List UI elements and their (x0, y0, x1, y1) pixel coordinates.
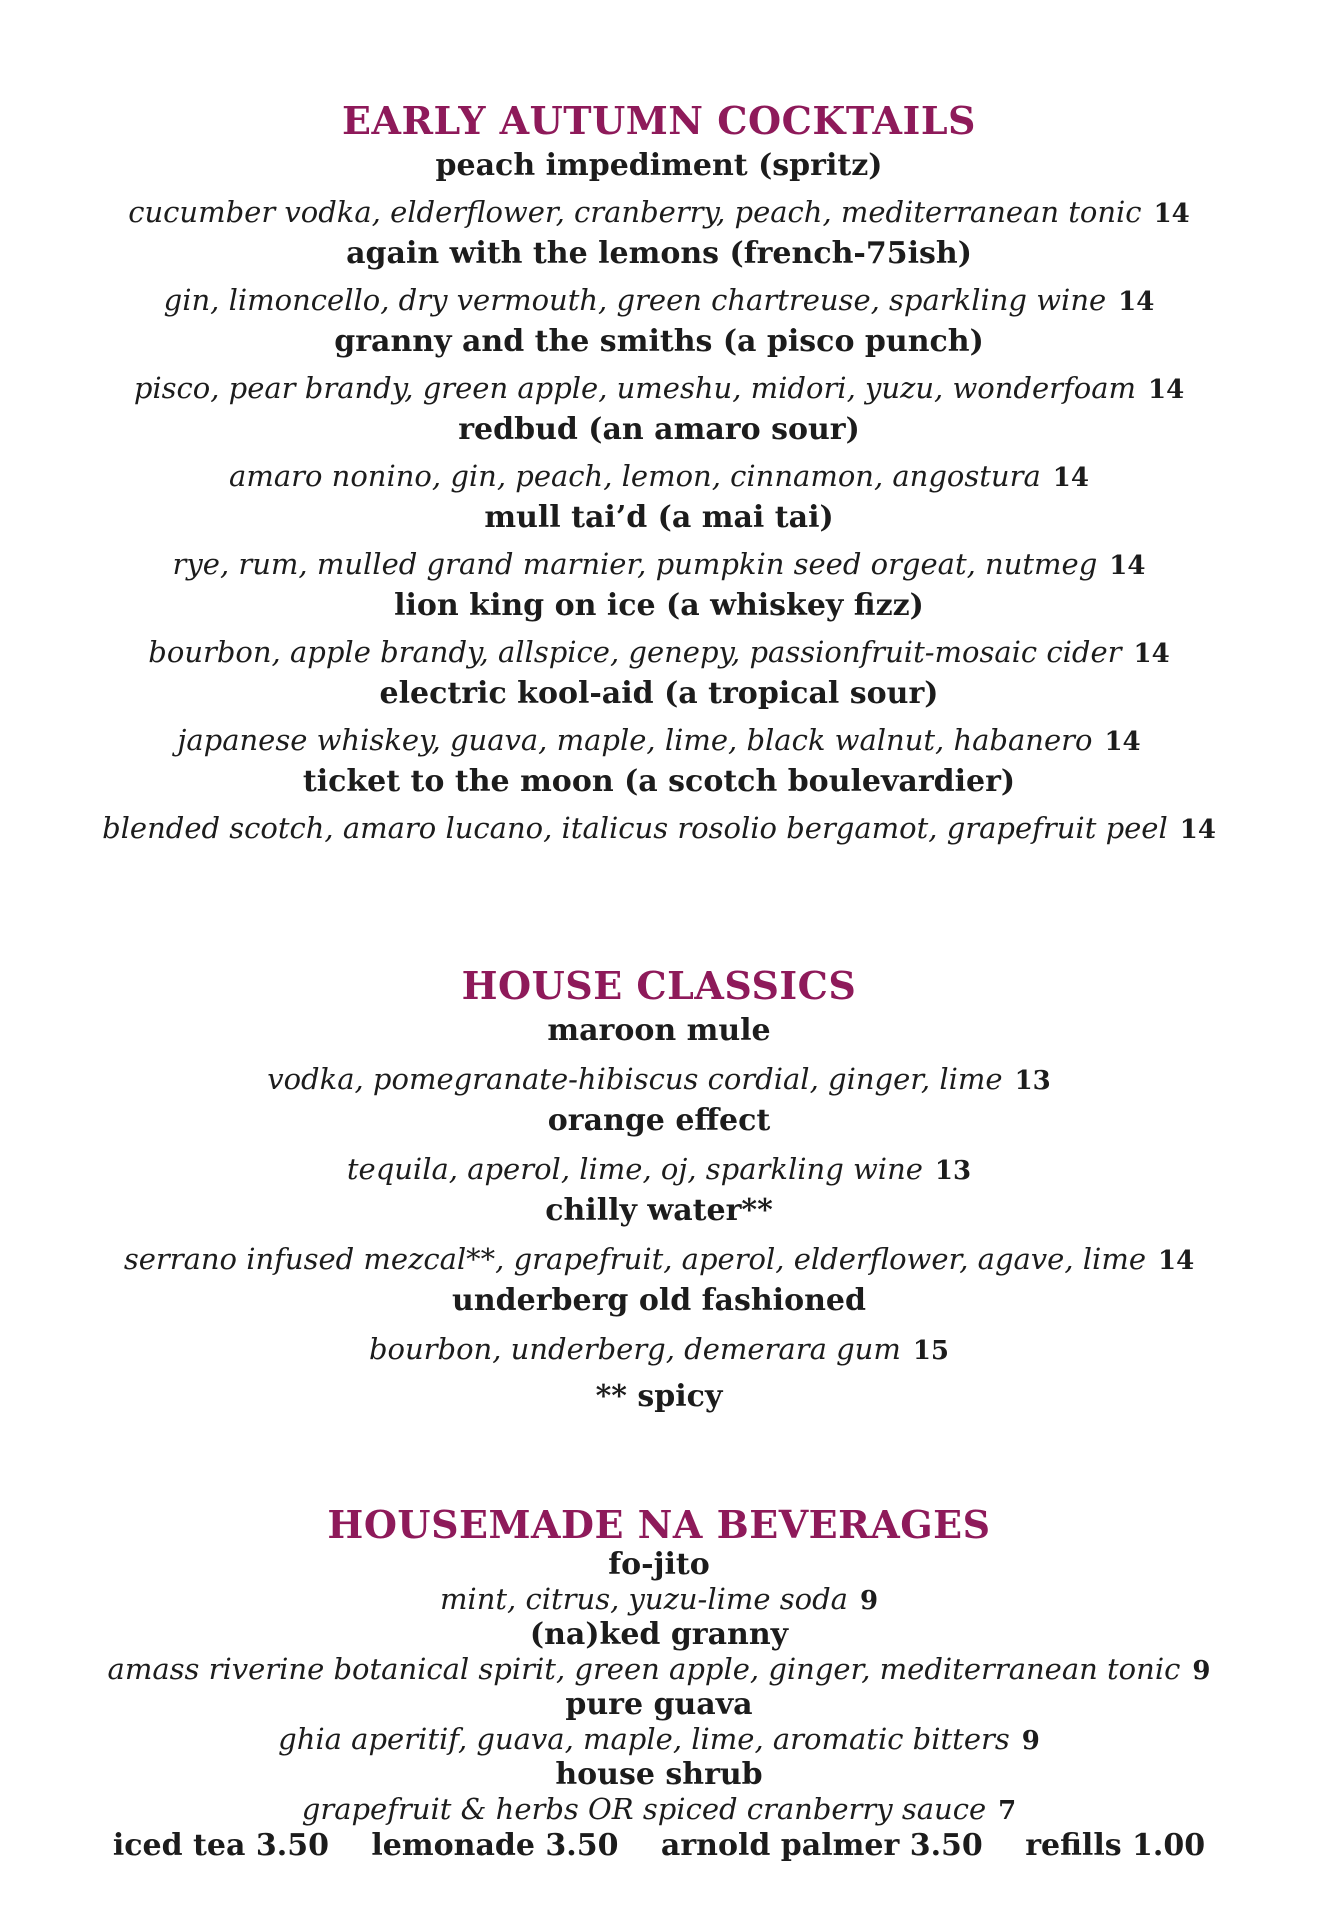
extra-item-iced-tea: iced tea 3.50 (112, 1828, 329, 1863)
menu-item-description (0, 282, 1318, 320)
menu-item-price: 14 (1153, 199, 1190, 229)
menu-item-name: electric kool-aid (a tropical sour) (379, 676, 939, 711)
menu-item-description (0, 1792, 1318, 1828)
section-early-autumn-cocktails (0, 98, 1318, 848)
menu-item-name: lion king on ice (a whiskey fizz) (394, 588, 924, 623)
menu-item-name: house shrub (555, 1757, 763, 1792)
menu-item-description (0, 1722, 1318, 1758)
menu-item-ingredients: ghia aperitif, guava, maple, lime, aromatic bitters (278, 1722, 1010, 1756)
menu-item-ingredients: bourbon, underberg, demerara gum (368, 1332, 901, 1366)
menu-item-price: 14 (1052, 463, 1089, 493)
menu-item-ingredients: vodka, pomegranate-hibiscus cordial, ginger, lime (267, 1062, 1003, 1096)
menu-item-ingredients: pisco, pear brandy, green apple, umeshu, midori, yuzu, wonderfoam (133, 371, 1136, 405)
menu-item-ingredients: bourbon, apple brandy, allspice, genepy, passionfruit-mosaic cider (148, 635, 1122, 669)
menu-item-price: 14 (1133, 639, 1170, 669)
section-title: HOUSEMADE NA BEVERAGES (327, 1502, 991, 1547)
menu-item-name: ticket to the moon (a scotch boulevardier) (302, 764, 1016, 799)
menu-item-ingredients: japanese whiskey, guava, maple, lime, black walnut, habanero (177, 723, 1093, 757)
menu-item-name: fo-jito (608, 1547, 710, 1582)
menu-item-description (0, 1241, 1318, 1279)
menu-item-price: 14 (1109, 551, 1146, 581)
menu-item-name: orange effect (547, 1103, 771, 1138)
menu-item-description (0, 1652, 1318, 1688)
menu-item-price: 9 (1192, 1656, 1211, 1686)
menu-item-name: granny and the smiths (a pisco punch) (334, 324, 984, 359)
menu-item-price: 9 (859, 1586, 879, 1616)
extras-row (0, 1828, 1318, 1864)
menu-item-name: mull tai’d (a mai tai) (484, 500, 834, 535)
menu-item-price: 13 (1014, 1066, 1051, 1096)
section-house-classics (0, 963, 1318, 1415)
menu-item-name: underberg old fashioned (452, 1283, 866, 1318)
menu-item-ingredients: gin, limoncello, dry vermouth, green chartreuse, sparkling wine (163, 283, 1107, 317)
extra-item-lemonade: lemonade 3.50 (371, 1828, 619, 1863)
menu-item-description (0, 1582, 1318, 1618)
menu-item-price: 14 (1158, 1246, 1195, 1276)
menu-item-description (0, 722, 1318, 760)
menu-item-name: peach impediment (spritz) (435, 148, 883, 183)
menu-item-ingredients: blended scotch, amaro lucano, italicus rosolio bergamot, grapefruit peel (102, 811, 1168, 845)
menu-item-ingredients: rye, rum, mulled grand marnier, pumpkin seed orgeat, nutmeg (172, 547, 1098, 581)
section-housemade-na-beverages (0, 1502, 1318, 1864)
menu-item-name: again with the lemons (french-75ish) (346, 236, 972, 271)
menu-item-ingredients: grapefruit & herbs OR spiced cranberry sauce (301, 1792, 987, 1826)
menu-item-description (0, 1061, 1318, 1099)
menu-item-name: maroon mule (547, 1013, 771, 1048)
menu-item-name: chilly water** (545, 1193, 773, 1228)
menu-item-price: 14 (1104, 727, 1141, 757)
menu-item-name: pure guava (565, 1687, 753, 1722)
menu-item-ingredients: tequila, aperol, lime, oj, sparkling wine (346, 1152, 923, 1186)
menu-item-description (0, 194, 1318, 232)
spicy-note: ** spicy (595, 1379, 723, 1414)
menu-item-price: 13 (934, 1156, 972, 1186)
menu-item-price: 15 (912, 1336, 950, 1366)
menu-item-price: 14 (1179, 815, 1216, 845)
menu-item-price: 7 (998, 1796, 1017, 1826)
menu-item-ingredients: amass riverine botanical spirit, green apple, ginger, mediterranean tonic (107, 1652, 1181, 1686)
menu-item-description (0, 458, 1318, 496)
menu-item-description (0, 810, 1318, 848)
menu-item-description (0, 1151, 1318, 1189)
extra-item-refills: refills 1.00 (1025, 1828, 1206, 1863)
extra-item-arnold-palmer: arnold palmer 3.50 (660, 1828, 983, 1863)
menu-item-ingredients: serrano infused mezcal**, grapefruit, aperol, elderflower, agave, lime (123, 1242, 1146, 1276)
menu-item-description (0, 546, 1318, 584)
menu-item-description (0, 1331, 1318, 1369)
menu-item-price: 14 (1118, 287, 1155, 317)
section-title: HOUSE CLASSICS (461, 963, 857, 1008)
menu-item-price: 9 (1021, 1726, 1040, 1756)
section-title: EARLY AUTUMN COCKTAILS (342, 98, 976, 143)
menu-item-description (0, 370, 1318, 408)
menu-item-name: (na)ked granny (529, 1617, 789, 1652)
menu-item-name: redbud (an amaro sour) (458, 412, 860, 447)
menu-item-ingredients: cucumber vodka, elderflower, cranberry, peach, mediterranean tonic (128, 195, 1142, 229)
menu-item-ingredients: mint, citrus, yuzu-lime soda (439, 1582, 848, 1616)
menu-item-ingredients: amaro nonino, gin, peach, lemon, cinnamon, angostura (229, 459, 1041, 493)
menu-item-description (0, 634, 1318, 672)
menu-item-price: 14 (1148, 375, 1185, 405)
